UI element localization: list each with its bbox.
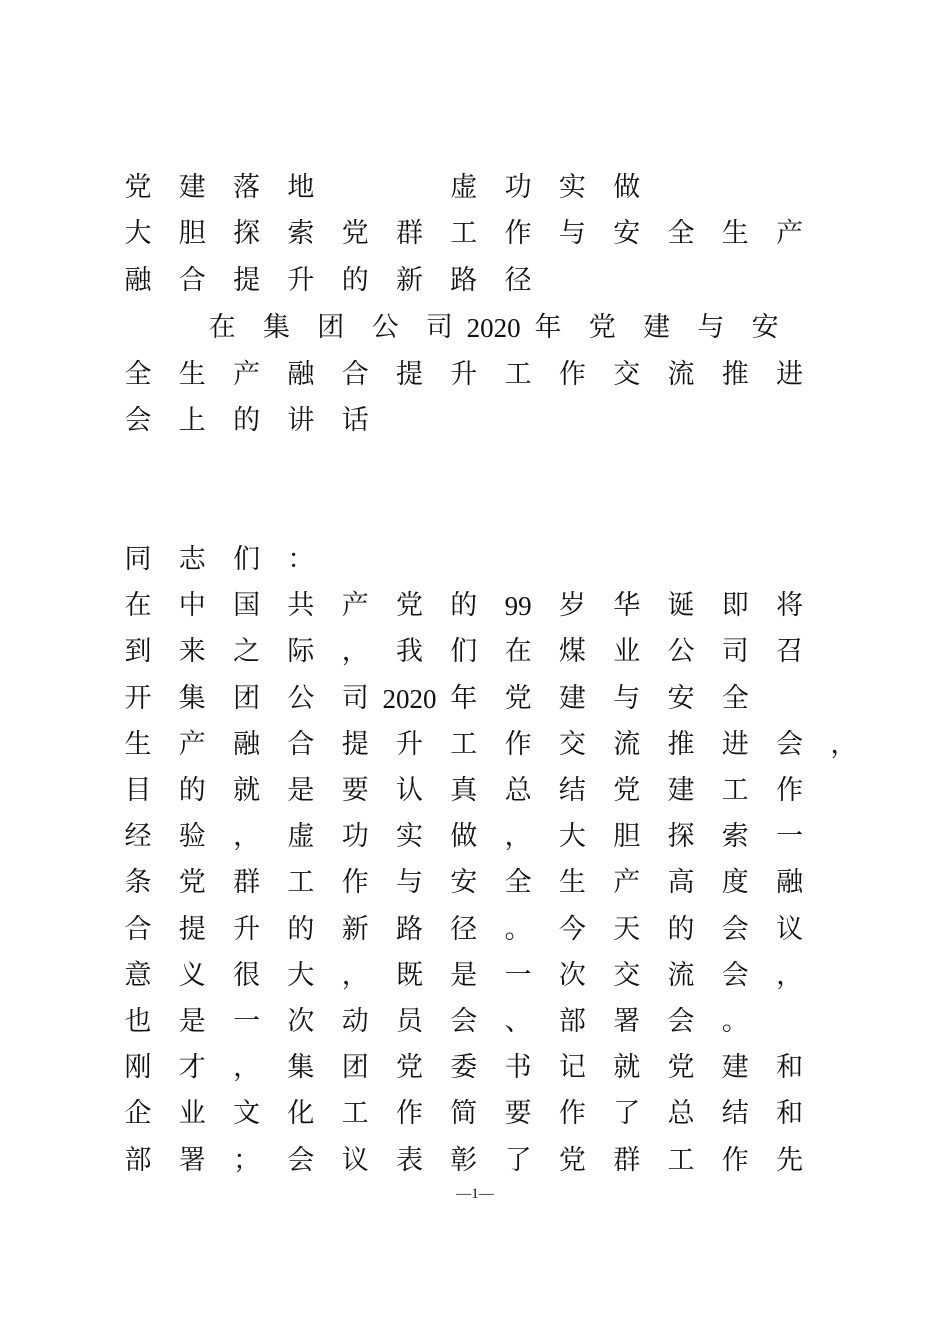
- body-line: 到 来 之 际 ， 我 们 在 煤 业 公 司 召: [124, 636, 804, 667]
- body-line: 同 志 们 ：: [124, 544, 315, 575]
- body-line: 条 党 群 工 作 与 安 全 生 产 高 度 融: [124, 867, 804, 898]
- title-line: 大 胆 探 索 党 群 工 作 与 安 全 生 产: [124, 218, 804, 249]
- title-line: 会 上 的 讲 话: [124, 405, 369, 436]
- body-line: 意 义 很 大 ， 既 是 一 次 交 流 会 ，: [124, 960, 804, 991]
- body-line: 目 的 就 是 要 认 真 总 结 党 建 工 作: [124, 775, 804, 806]
- title-line: 全 生 产 融 合 提 升 工 作 交 流 推 进: [124, 359, 804, 390]
- body-line: 生 产 融 合 提 升 工 作 交 流 推 进 会 ，: [124, 729, 858, 760]
- body-line: 企 业 文 化 工 作 简 要 作 了 总 结 和: [124, 1098, 804, 1129]
- title-line: 在 集 团 公 司 2020 年 党 建 与 安: [208, 312, 779, 343]
- body-line: 合 提 升 的 新 路 径 。 今 天 的 会 议: [124, 914, 804, 945]
- page-number: —1—: [456, 1186, 494, 1202]
- body-line: 刚 才 ， 集 团 党 委 书 记 就 党 建 和: [124, 1052, 804, 1083]
- title-line: 党 建 落 地 虚 功 实 做: [124, 172, 641, 203]
- body-line: 也 是 一 次 动 员 会 、 部 署 会 。: [124, 1006, 749, 1037]
- body-line: 在 中 国 共 产 党 的 99 岁 华 诞 即 将: [124, 590, 804, 621]
- body-line: 开 集 团 公 司 2020 年 党 建 与 安 全: [124, 683, 749, 714]
- body-line: 部 署 ； 会 议 表 彰 了 党 群 工 作 先: [124, 1145, 804, 1176]
- title-line: 融 合 提 升 的 新 路 径: [124, 265, 532, 296]
- body-line: 经 验 ， 虚 功 实 做 ， 大 胆 探 索 一: [124, 821, 804, 852]
